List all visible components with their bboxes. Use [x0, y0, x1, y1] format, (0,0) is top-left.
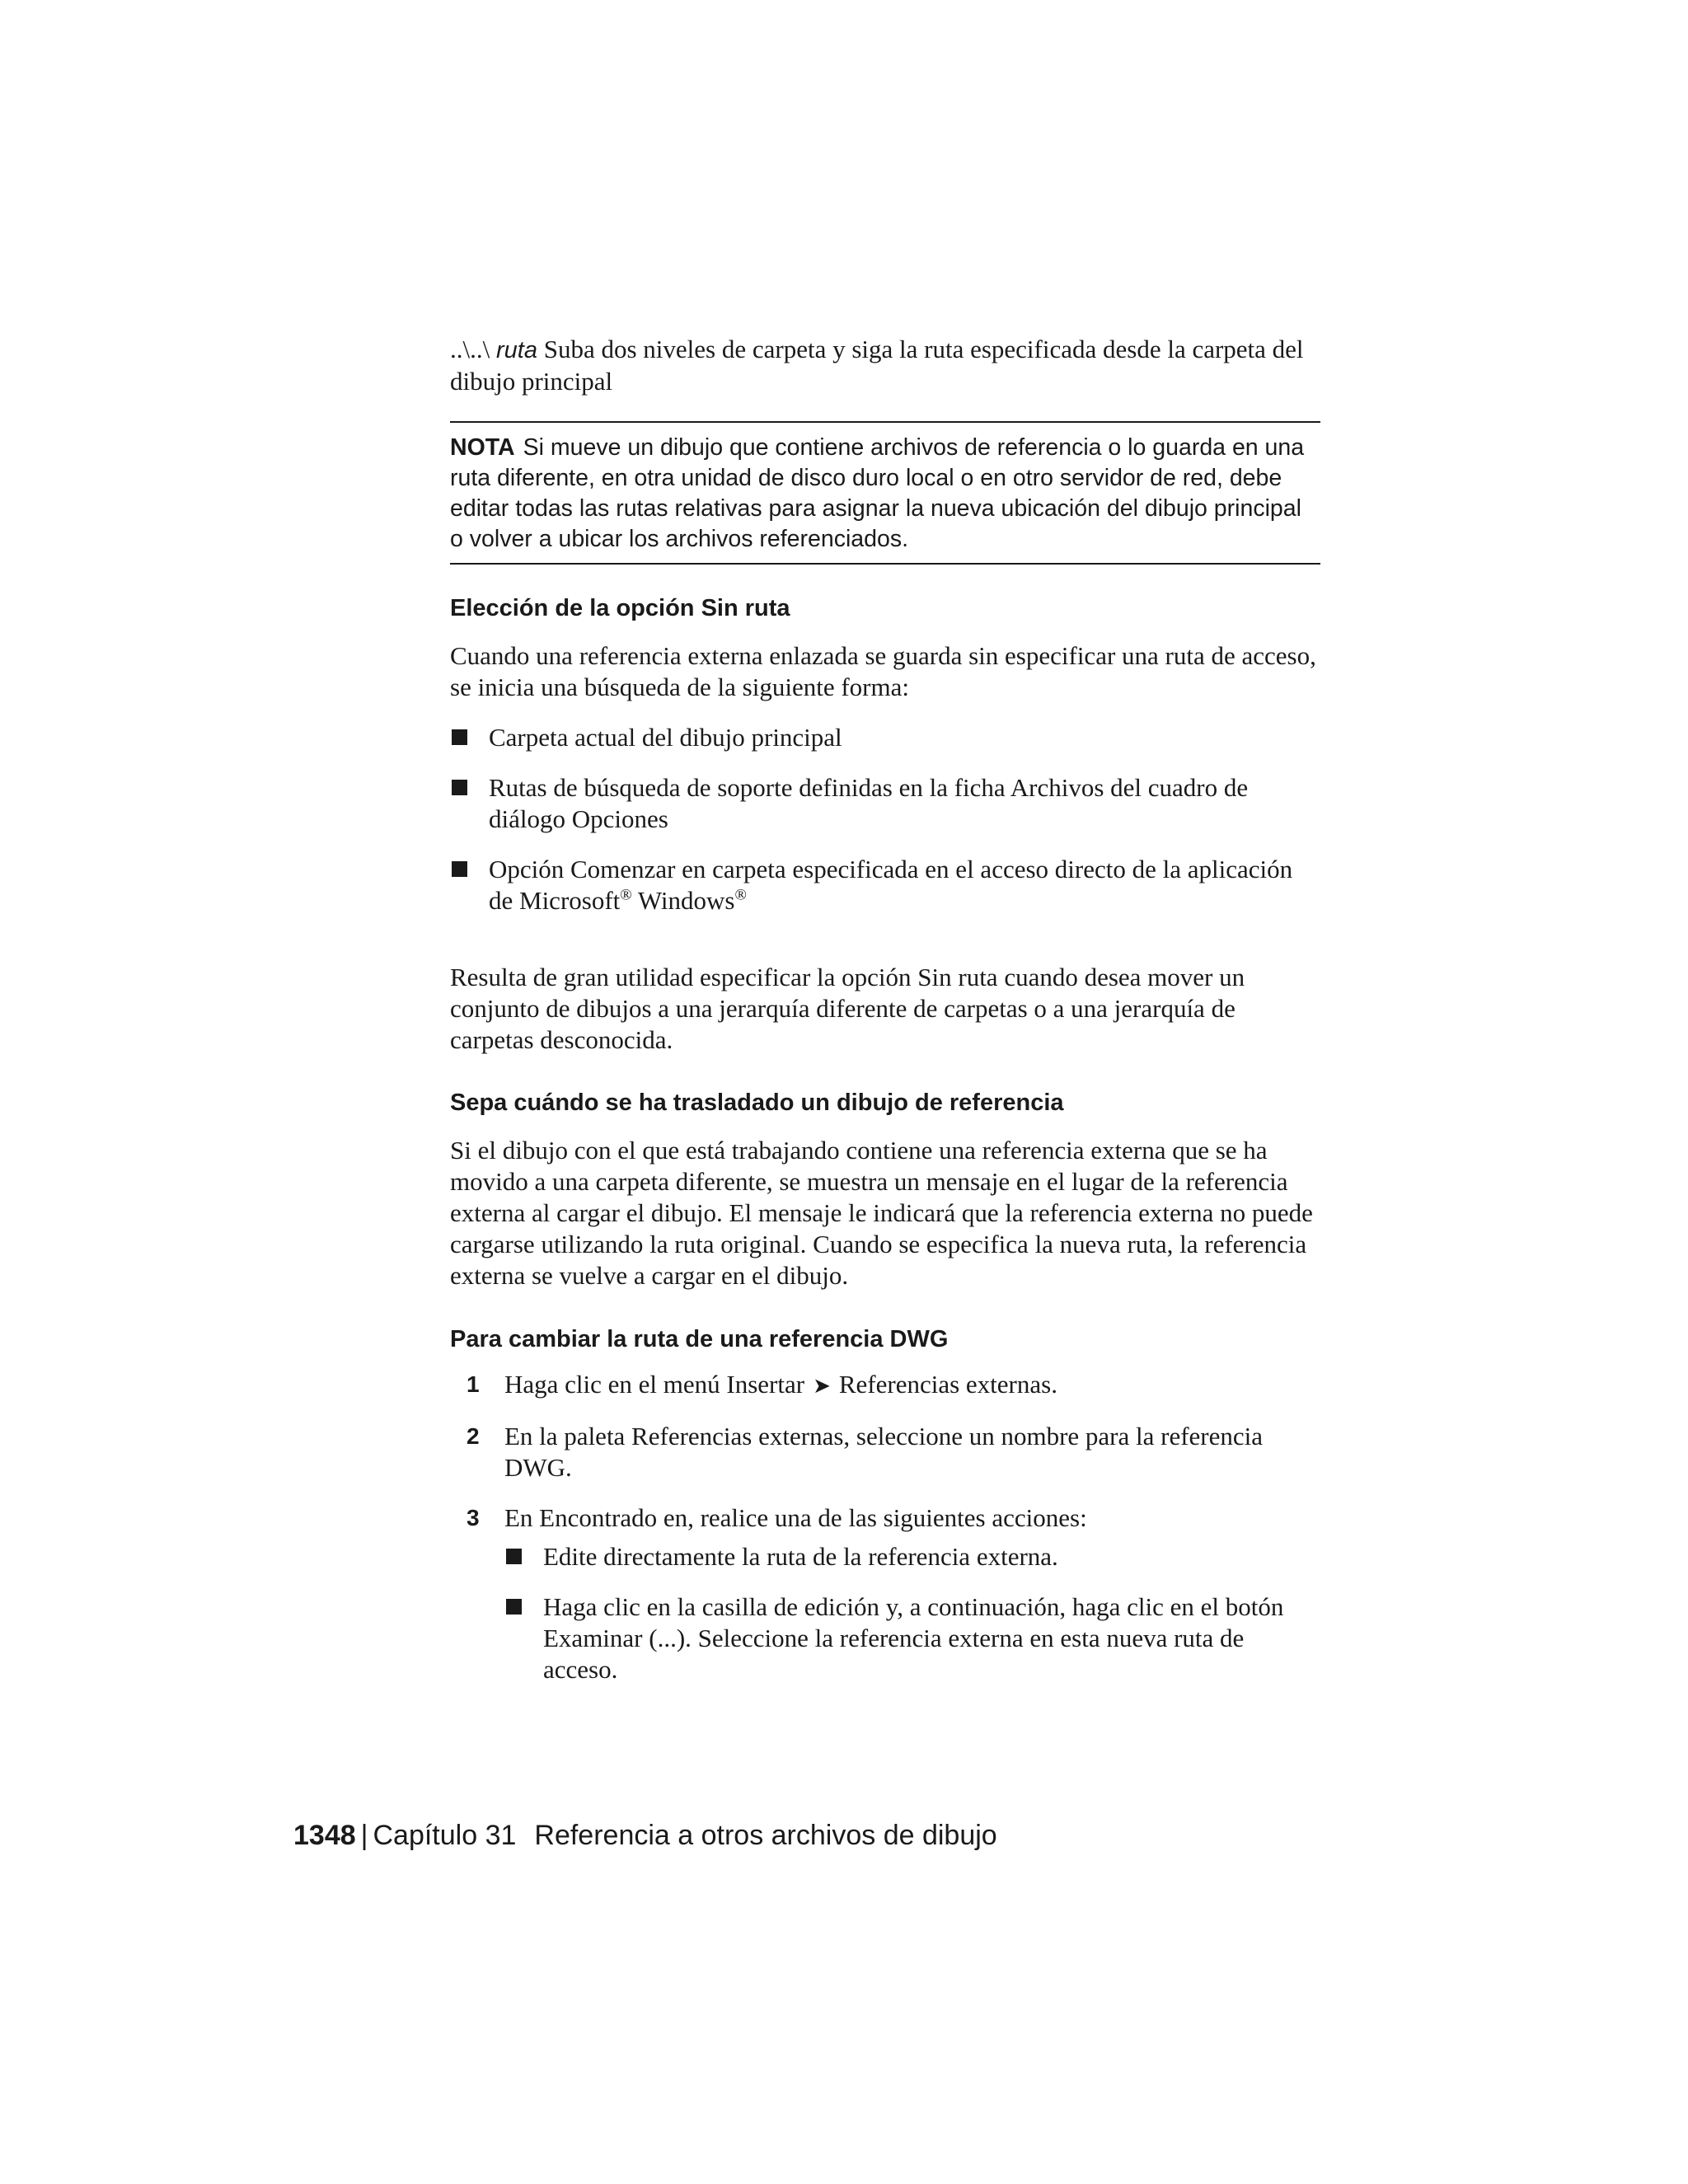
- step-text: [504, 1370, 1057, 1399]
- footer-separator: |: [360, 1820, 368, 1851]
- list-item: [504, 1591, 1320, 1685]
- square-bullet-icon: [506, 1549, 522, 1564]
- step-text: En Encontrado en, realice una de las siguientes acciones:: [504, 1503, 1087, 1532]
- page-footer: [293, 1817, 997, 1854]
- procedure-steps: [450, 1369, 1320, 1685]
- page-number: 1348: [293, 1820, 356, 1851]
- note-text: Si mueve un dibujo que contiene archivos de referencia o lo guarda en una ruta diferente, en otra unidad de disco duro local o en otro servidor de red, debe editar todas las rutas relativas para asignar la nueva ubicación del dibujo principal o volver a ubicar los archivos referenciados.: [450, 434, 1305, 552]
- menu-arrow-icon: ➤: [813, 1374, 831, 1399]
- square-bullet-icon: [452, 729, 467, 745]
- closing-paragraph: Resulta de gran utilidad especificar la opción Sin ruta cuando desea mover un conjunto de dibujos a una jerarquía diferente de carpetas o a una jerarquía de carpetas desconocida.: [450, 963, 1245, 1054]
- square-bullet-icon: [506, 1599, 522, 1615]
- chapter-title: Referencia a otros archivos de dibujo: [534, 1820, 997, 1851]
- list-item-text: Rutas de búsqueda de soporte definidas en la ficha Archivos del cuadro de diálogo Opciones: [489, 773, 1249, 833]
- section-intro-paragraph: Cuando una referencia externa enlazada se guarda sin especificar una ruta de acceso, se inicia una búsqueda de la siguiente forma:: [450, 641, 1316, 701]
- path-prefix: ..\..\: [450, 335, 496, 363]
- step-number: 2: [467, 1423, 480, 1449]
- search-order-list: [450, 722, 1320, 916]
- section-heading-moved-reference: Sepa cuándo se ha trasladado un dibujo de referencia: [450, 1090, 1064, 1116]
- moved-reference-paragraph: Si el dibujo con el que está trabajando contiene una referencia externa que se ha movido a una carpeta diferente, se muestra un mensaje en el lugar de la referencia externa al cargar el dibujo. El mensaje le indicará que la referencia externa no puede cargarse utilizando la ruta original. Cuando se especifica la nueva ruta, la referencia externa se vuelve a cargar en el dibujo.: [450, 1136, 1313, 1290]
- list-item-text-part: Opción Comenzar en carpeta especificada en el acceso directo de la aplicación de Microsoft: [489, 855, 1293, 915]
- note-label: NOTA: [450, 434, 515, 461]
- square-bullet-icon: [452, 861, 467, 877]
- page-content: [450, 334, 1320, 1685]
- step-text: En la paleta Referencias externas, seleccione un nombre para la referencia DWG.: [504, 1422, 1264, 1482]
- step-text-part: Haga clic en el menú Insertar: [504, 1370, 805, 1399]
- step-item: [450, 1369, 1320, 1402]
- list-item: [504, 1541, 1320, 1572]
- path-description: Suba dos niveles de carpeta y siga la ruta especificada desde la carpeta del dibujo principal: [450, 335, 1304, 396]
- step-item: [450, 1502, 1320, 1685]
- square-bullet-icon: [452, 780, 467, 795]
- path-definition: [450, 334, 1320, 397]
- registered-mark: ®: [734, 886, 747, 904]
- path-term: ruta: [495, 337, 537, 363]
- step-number: 3: [467, 1505, 480, 1530]
- step-text-part: Referencias externas.: [838, 1370, 1057, 1399]
- list-item: [450, 772, 1320, 835]
- section-heading-sin-ruta: Elección de la opción Sin ruta: [450, 595, 790, 621]
- list-item-text: Edite directamente la ruta de la referencia externa.: [543, 1542, 1058, 1571]
- list-item-text: Haga clic en la casilla de edición y, a continuación, haga clic en el botón Examinar (...). Seleccione la referencia externa en esta nueva ruta de acceso.: [543, 1592, 1284, 1684]
- step-sub-list: [504, 1541, 1320, 1685]
- list-item-text-part: Windows: [631, 886, 735, 915]
- list-item-text: Carpeta actual del dibujo principal: [489, 723, 842, 752]
- chapter-number: Capítulo 31: [373, 1820, 517, 1851]
- list-item: [450, 854, 1320, 916]
- list-item-text: [489, 855, 1292, 915]
- step-item: [450, 1421, 1320, 1483]
- registered-mark: ®: [620, 886, 632, 904]
- list-item: [450, 722, 1320, 753]
- step-number: 1: [467, 1371, 480, 1397]
- section-heading-change-path: Para cambiar la ruta de una referencia DWG: [450, 1326, 949, 1352]
- note-box: [450, 421, 1320, 565]
